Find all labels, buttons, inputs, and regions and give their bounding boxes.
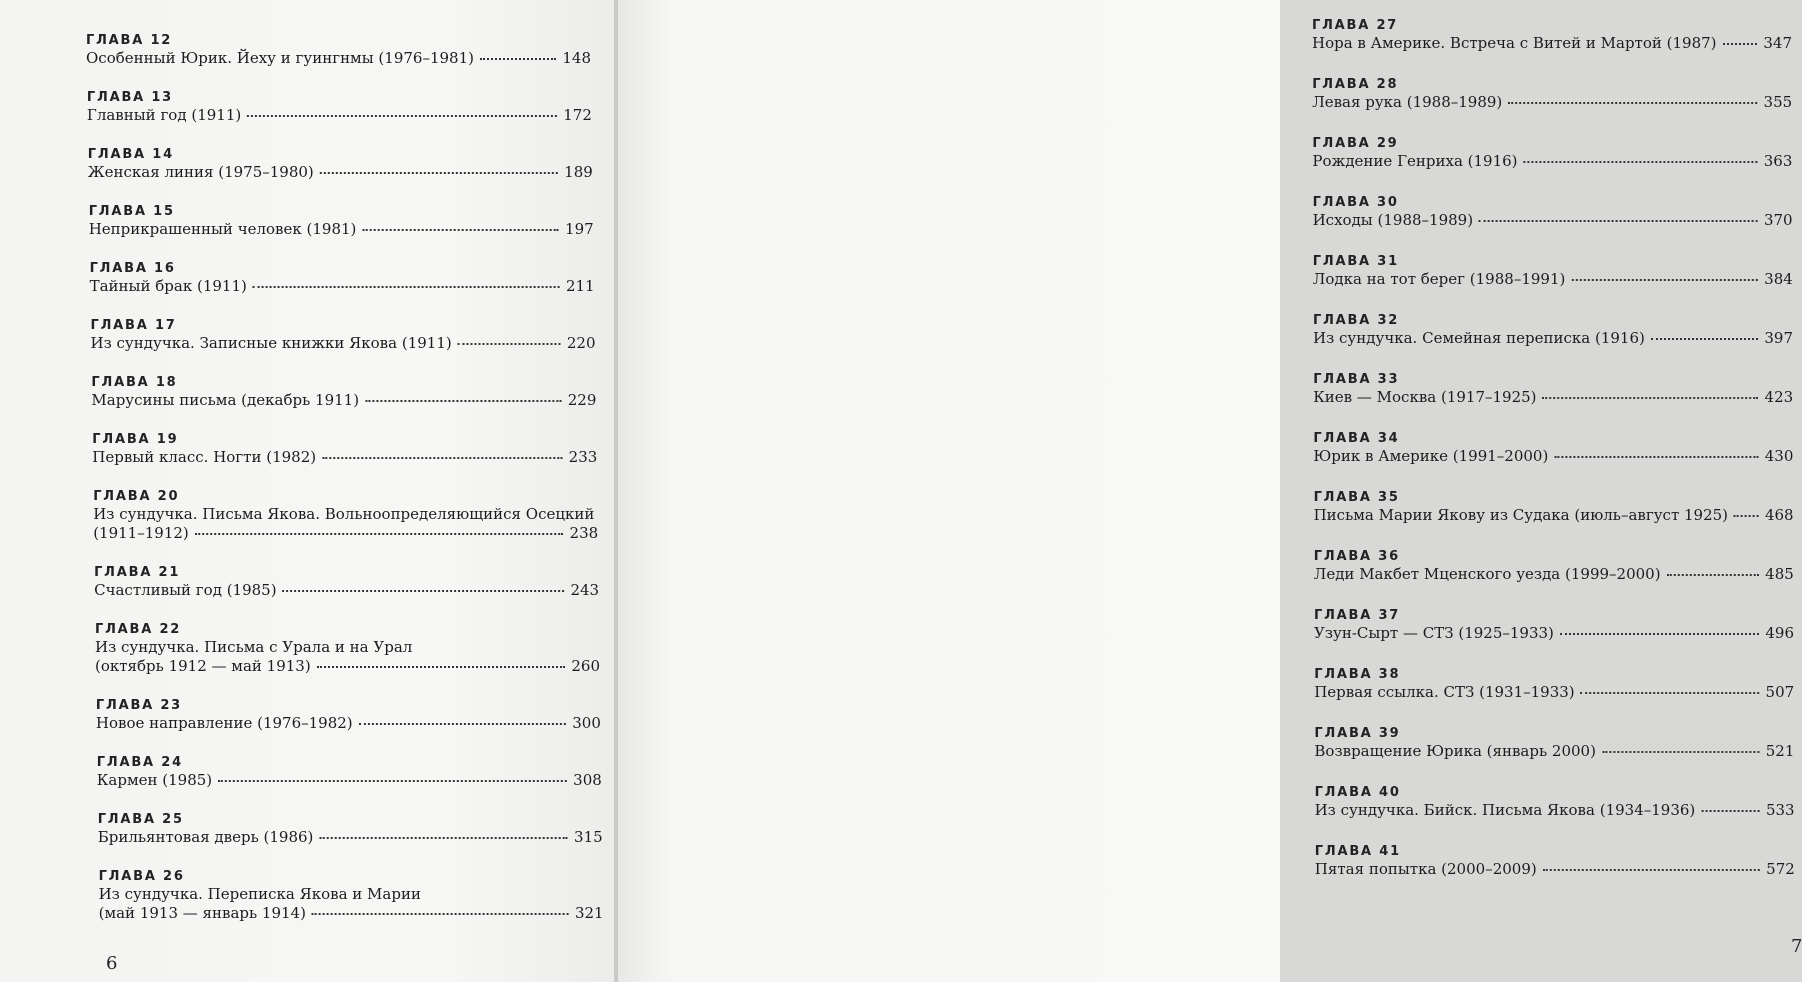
page-number: 238 (569, 524, 599, 542)
chapter-title: Леди Макбет Мценского уезда (1999–2000) (1313, 565, 1661, 583)
page-number: 507 (1765, 683, 1795, 701)
toc-line (1314, 624, 1794, 643)
toc-entry (1314, 490, 1794, 525)
chapter-title: Новое направление (1976–1982) (95, 714, 353, 732)
dot-leader (218, 779, 567, 782)
chapter-label: ГЛАВА 20 (93, 489, 180, 504)
toc-line (1312, 152, 1792, 171)
left-page (0, 0, 616, 982)
toc-entry (1313, 254, 1793, 289)
chapter-title: Особенный Юрик. Йеху и гуингнмы (1976–1981) (86, 49, 474, 67)
page-number: 233 (568, 448, 598, 466)
toc-entry (97, 755, 602, 790)
chapter-title: Нора в Америке. Встреча с Витей и Мартой (1987) (1312, 34, 1717, 52)
chapter-title: Рождение Генриха (1916) (1312, 152, 1518, 170)
dot-leader (283, 589, 565, 592)
dot-leader (247, 114, 557, 117)
toc-line (92, 448, 597, 467)
page-number: 229 (567, 391, 597, 409)
page-number: 315 (574, 828, 603, 846)
page-number: 347 (1763, 34, 1792, 52)
chapter-label: ГЛАВА 13 (86, 90, 174, 105)
chapter-title: Главный год (1911) (86, 106, 242, 124)
toc-line (1314, 565, 1794, 584)
chapter-title-first-line: Из сундучка. Письма с Урала и на Урал (95, 638, 413, 656)
chapter-label: ГЛАВА 18 (91, 375, 178, 390)
toc-line (94, 581, 599, 600)
chapter-label: ГЛАВА 29 (1312, 136, 1399, 151)
chapter-title: Узун-Сырт — СТЗ (1925–1933) (1314, 624, 1554, 642)
toc-line (1313, 270, 1793, 289)
toc-entry (1313, 431, 1793, 466)
chapter-label: ГЛАВА 15 (88, 204, 175, 219)
toc-line (1312, 34, 1792, 53)
page-number: 496 (1765, 624, 1794, 642)
dot-leader (1524, 160, 1758, 163)
page-number: 397 (1764, 329, 1793, 347)
chapter-label: ГЛАВА 16 (89, 261, 176, 276)
chapter-label: ГЛАВА 26 (98, 869, 185, 884)
chapter-title: Марусины письма (декабрь 1911) (91, 391, 360, 409)
dot-leader (365, 399, 562, 402)
toc-entry (1315, 785, 1795, 820)
toc-entry (92, 432, 597, 467)
table-of-contents-right (1312, 18, 1795, 879)
toc-entry (93, 489, 598, 543)
chapter-title: Киев — Москва (1917–1925) (1313, 388, 1537, 406)
chapter-title: Из сундучка. Записные книжки Якова (1911) (90, 334, 452, 352)
toc-entry (89, 204, 594, 239)
toc-entry (1312, 77, 1792, 112)
toc-line (1314, 506, 1794, 525)
toc-entry (91, 375, 596, 410)
toc-line (1313, 388, 1793, 407)
toc-line (87, 106, 592, 125)
right-page (618, 0, 1802, 982)
chapter-label: ГЛАВА 31 (1312, 254, 1399, 269)
dot-leader (317, 665, 566, 668)
page-number: 308 (573, 771, 602, 789)
toc-line (99, 904, 604, 923)
chapter-label: ГЛАВА 30 (1312, 195, 1399, 210)
toc-line (91, 334, 596, 353)
toc-entry (99, 869, 604, 923)
toc-entry (1313, 372, 1793, 407)
dot-leader (322, 456, 563, 459)
toc-line (1313, 447, 1793, 466)
chapter-label: ГЛАВА 32 (1313, 313, 1400, 328)
page-number: 211 (565, 277, 595, 295)
toc-line (1313, 329, 1793, 348)
dot-leader (320, 171, 558, 174)
page-number: 172 (563, 106, 592, 124)
chapter-label: ГЛАВА 35 (1313, 490, 1400, 505)
page-number: 197 (565, 220, 594, 238)
dot-leader (1602, 750, 1760, 753)
dot-leader (480, 57, 556, 60)
page-number-right: 7 (1791, 936, 1802, 957)
page-number: 423 (1764, 388, 1794, 406)
chapter-title-first-line: Из сундучка. Письма Якова. Вольноопределяющийся Осецкий (93, 505, 595, 523)
toc-line (90, 277, 595, 296)
toc-entry (1312, 136, 1792, 171)
chapter-label: ГЛАВА 37 (1314, 608, 1401, 623)
chapter-title: Счастливый год (1985) (94, 581, 277, 599)
page-number: 485 (1765, 565, 1794, 583)
toc-entry (1314, 608, 1794, 643)
toc-line (1315, 860, 1795, 879)
dot-leader (362, 228, 559, 231)
chapter-title: (май 1913 — январь 1914) (98, 904, 306, 922)
page-number: 321 (574, 904, 604, 922)
toc-entry (87, 90, 592, 125)
chapter-label: ГЛАВА 21 (94, 565, 181, 580)
toc-entry (86, 33, 591, 68)
chapter-label: ГЛАВА 39 (1314, 726, 1401, 741)
toc-line (93, 524, 598, 543)
chapter-title: Исходы (1988–1989) (1312, 211, 1474, 229)
chapter-title: Левая рука (1988–1989) (1312, 93, 1503, 111)
page-number: 148 (562, 49, 591, 67)
chapter-title: Пятая попытка (2000–2009) (1314, 860, 1537, 878)
toc-entry (91, 318, 596, 353)
page-number: 370 (1763, 211, 1793, 229)
toc-entry (96, 698, 601, 733)
dot-leader (1543, 868, 1760, 871)
toc-line (1312, 93, 1792, 112)
dot-leader (1543, 396, 1759, 399)
toc-line (96, 714, 601, 733)
chapter-label: ГЛАВА 25 (97, 812, 184, 827)
toc-line (89, 220, 594, 239)
toc-entry (95, 622, 600, 676)
chapter-label: ГЛАВА 23 (95, 698, 183, 713)
chapter-title: Из сундучка. Семейная переписка (1916) (1313, 329, 1645, 347)
chapter-title: (1911–1912) (93, 524, 189, 542)
page-number: 384 (1764, 270, 1793, 288)
page-number: 468 (1764, 506, 1794, 524)
page-number: 189 (564, 163, 593, 181)
dot-leader (1571, 278, 1758, 281)
toc-entry (94, 565, 599, 600)
chapter-title-first-line: Из сундучка. Переписка Якова и Марии (98, 885, 421, 903)
dot-leader (1701, 809, 1760, 812)
chapter-title: Неприкрашенный человек (1981) (88, 220, 357, 238)
toc-entry (98, 812, 603, 847)
toc-line (98, 828, 603, 847)
toc-line (1315, 801, 1795, 820)
toc-entry (1313, 313, 1793, 348)
toc-entry (1314, 667, 1794, 702)
chapter-label: ГЛАВА 12 (86, 33, 173, 48)
chapter-label: ГЛАВА 24 (96, 755, 183, 770)
dot-leader (1554, 455, 1758, 458)
page-number: 572 (1766, 860, 1795, 878)
toc-line (1313, 211, 1793, 230)
dot-leader (1723, 42, 1758, 45)
dot-leader (1560, 632, 1759, 635)
page-number: 243 (570, 581, 600, 599)
toc-line (91, 391, 596, 410)
chapter-title: Письма Марии Якову из Судака (июль–август 1925) (1313, 506, 1729, 524)
chapter-title: Женская линия (1975–1980) (87, 163, 314, 181)
chapter-label: ГЛАВА 41 (1314, 844, 1401, 859)
toc-line (97, 771, 602, 790)
chapter-title: Возвращение Юрика (январь 2000) (1314, 742, 1596, 760)
chapter-title: Брильянтовая дверь (1986) (97, 828, 314, 846)
chapter-title: Лодка на тот берег (1988–1991) (1312, 270, 1566, 288)
chapter-label: ГЛАВА 33 (1313, 372, 1400, 387)
page-number: 533 (1765, 801, 1795, 819)
chapter-label: ГЛАВА 22 (95, 622, 182, 637)
dot-leader (1734, 514, 1759, 517)
page-number: 300 (572, 714, 601, 732)
dot-leader (458, 342, 561, 345)
dot-leader (1651, 337, 1758, 340)
toc-entry (1314, 549, 1794, 584)
dot-leader (1667, 573, 1760, 576)
toc-entry (1314, 726, 1794, 761)
page-number: 355 (1763, 93, 1793, 111)
chapter-label: ГЛАВА 17 (90, 318, 177, 333)
chapter-label: ГЛАВА 40 (1314, 785, 1401, 800)
chapter-label: ГЛАВА 14 (87, 147, 174, 162)
page-number: 220 (566, 334, 596, 352)
toc-line (86, 49, 591, 68)
toc-entry (1313, 195, 1793, 230)
dot-leader (1508, 101, 1757, 104)
toc-line (1314, 683, 1794, 702)
page-number: 260 (571, 657, 600, 675)
page-number: 430 (1764, 447, 1794, 465)
chapter-label: ГЛАВА 27 (1312, 18, 1399, 33)
chapter-title: Из сундучка. Бийск. Письма Якова (1934–1936) (1314, 801, 1696, 819)
chapter-label: ГЛАВА 38 (1314, 667, 1401, 682)
chapter-label: ГЛАВА 36 (1313, 549, 1400, 564)
toc-entry (1315, 844, 1795, 879)
chapter-title: Первый класс. Ногти (1982) (92, 448, 317, 466)
page-number: 363 (1763, 152, 1793, 170)
toc-line (95, 657, 600, 676)
chapter-label: ГЛАВА 28 (1312, 77, 1399, 92)
page-number-left: 6 (106, 953, 118, 974)
chapter-title: Кармен (1985) (96, 771, 213, 789)
chapter-title: Тайный брак (1911) (89, 277, 247, 295)
dot-leader (253, 285, 560, 288)
chapter-title: Юрик в Америке (1991–2000) (1313, 447, 1549, 465)
dot-leader (195, 532, 564, 535)
dot-leader (319, 836, 568, 839)
chapter-title: (октябрь 1912 — май 1913) (95, 657, 311, 675)
chapter-label: ГЛАВА 19 (92, 432, 179, 447)
dot-leader (1479, 219, 1758, 222)
dot-leader (359, 722, 567, 725)
table-of-contents-left (86, 33, 604, 923)
dot-leader (312, 912, 569, 915)
chapter-title: Первая ссылка. СТЗ (1931–1933) (1314, 683, 1575, 701)
toc-entry (1312, 18, 1792, 53)
page-number: 521 (1765, 742, 1795, 760)
chapter-label: ГЛАВА 34 (1313, 431, 1400, 446)
dot-leader (1581, 691, 1760, 694)
toc-line (88, 163, 593, 182)
toc-line (1314, 742, 1794, 761)
toc-entry (88, 147, 593, 182)
toc-entry (90, 261, 595, 296)
